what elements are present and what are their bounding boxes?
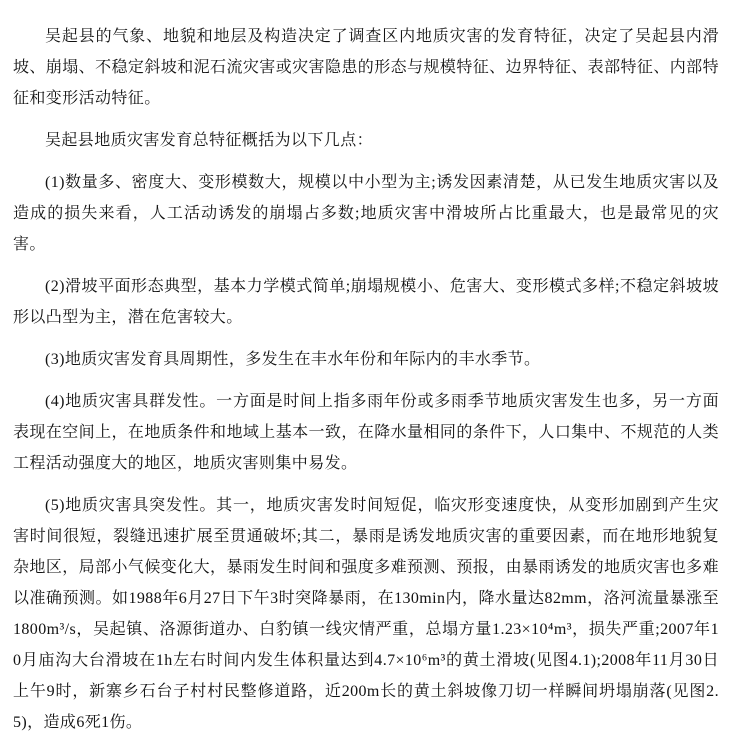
paragraph-summary-lead: 吴起县地质灾害发育总特征概括为以下几点： — [45, 132, 374, 149]
paragraph-point-5: (5)地质灾害具突发性。其一，地质灾害发时间短促，临灾形变速度快，从变形加剧到产生灾害时间很短，裂缝迅速扩展至贯通破坏;其二，暴雨是诱发地质灾害的重要因素，而在地形地貌复杂地区，局部小气候变化大，暴雨发生时间和强度多难预测、预报，由暴雨诱发的地质灾害也多难以准确预测。如1988年6月27日下午3时突降暴雨，在130min内，降水量达82mm，洛河流量暴涨至1800m³/s，吴起镇、洛源街道办、白豹镇一线灾情严重，总塌方量1.23×10⁴m³，损失严重;2007年10月庙沟大台滑坡在1h左右时间内发生体积量达到4.7×10⁶m³的黄土滑坡(见图4.1);2008年11月30日上午9时，新寨乡石台子村村民整修道路，近200m长的黄土斜坡像刀切一样瞬间坍塌崩落(见图2.5)，造成6死1伤。 — [13, 497, 719, 731]
paragraph-point-3: (3)地质灾害发育具周期性，多发生在丰水年份和年际内的丰水季节。 — [45, 351, 541, 368]
paragraph-point-4: (4)地质灾害具群发性。一方面是时间上指多雨年份或多雨季节地质灾害发生也多，另一方面表现在空间上，在地质条件和地域上基本一致，在降水量相同的条件下，人口集中、不规范的人类工程活动强度大的地区，地质灾害则集中易发。 — [13, 393, 719, 472]
paragraph-point-1: (1)数量多、密度大、变形模数大，规模以中小型为主;诱发因素清楚，从已发生地质灾害以及造成的损失来看，人工活动诱发的崩塌占多数;地质灾害中滑坡所占比重最大，也是最常见的灾害。 — [13, 174, 719, 253]
paragraph-intro: 吴起县的气象、地貌和地层及构造决定了调查区内地质灾害的发育特征，决定了吴起县内滑坡、崩塌、不稳定斜坡和泥石流灾害或灾害隐患的形态与规模特征、边界特征、表部特征、内部特征和变形活动特征。 — [13, 28, 719, 107]
paragraph-point-2: (2)滑坡平面形态典型，基本力学模式简单;崩塌规模小、危害大、变形模式多样;不稳定斜坡坡形以凸型为主，潜在危害较大。 — [13, 278, 719, 326]
